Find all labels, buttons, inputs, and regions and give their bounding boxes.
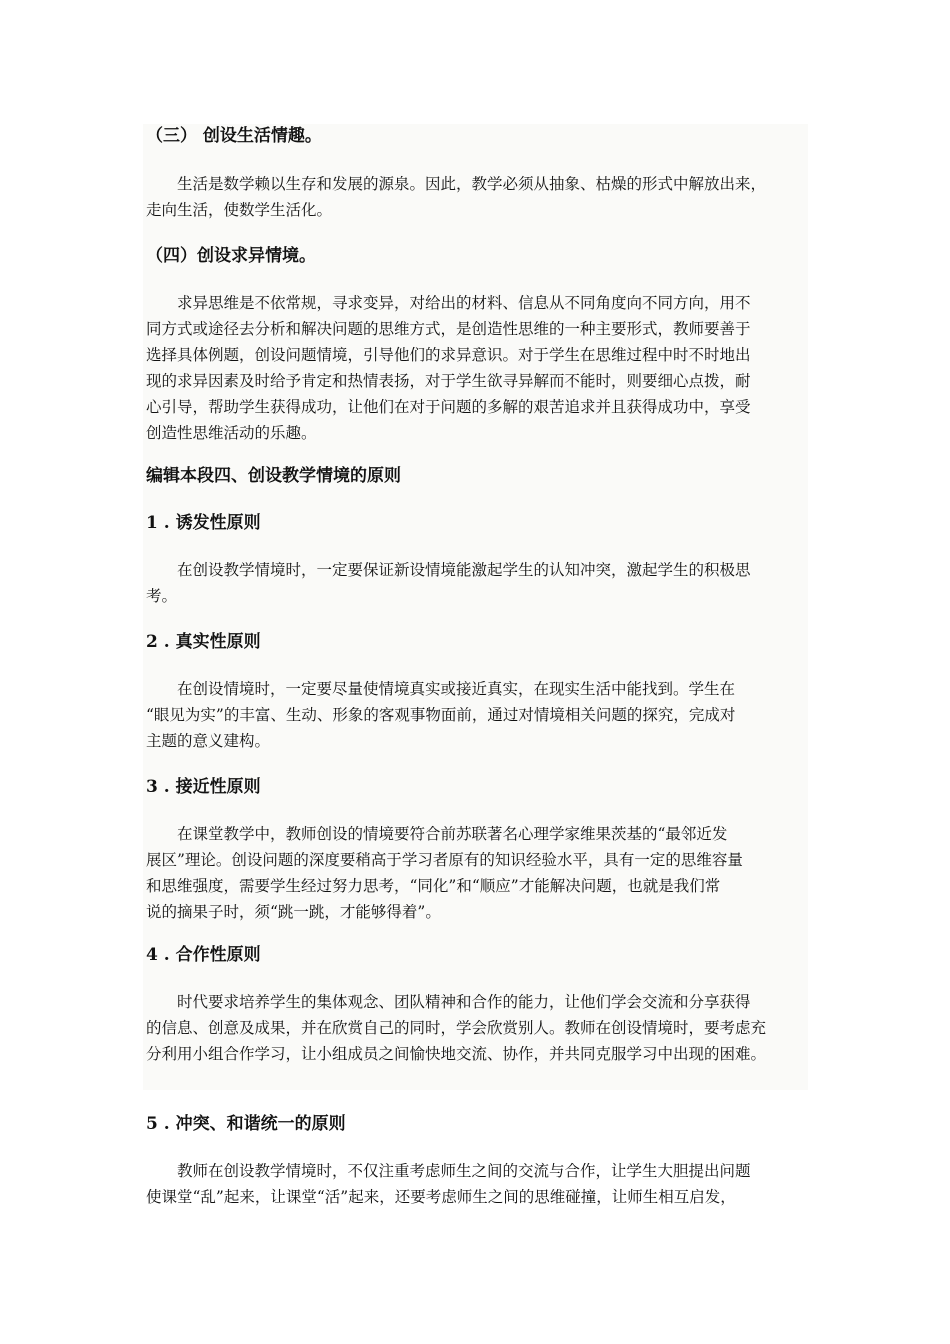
text-line: 求异思维是不依常规，寻求变异，对给出的材料、信息从不同角度向不同方向，用不 [146, 294, 751, 312]
heading-principle-authenticity: 2 . 真实性原则 [146, 632, 261, 652]
text-line: 使课堂“乱”起来，让课堂“活”起来，还要考虑师生之间的思维碰撞，让师生相互启发， [146, 1188, 736, 1206]
text-line: 在课堂教学中，教师创设的情境要符合前苏联著名心理学家维果茨基的“最邻近发 [146, 825, 728, 843]
text-line: 教师在创设教学情境时，不仅注重考虑师生之间的交流与合作，让学生大胆提出问题 [146, 1162, 751, 1180]
heading-principle-conflict-harmony: 5 . 冲突、和谐统一的原则 [146, 1114, 346, 1134]
paragraph-life-interest [146, 171, 808, 223]
paragraph-proximity [146, 821, 808, 925]
heading-principles-section: 编辑本段四、创设教学情境的原则 [146, 466, 401, 486]
paragraph-cooperation [146, 989, 808, 1067]
text-line: 分利用小组合作学习，让小组成员之间愉快地交流、协作，并共同克服学习中出现的困难。 [146, 1045, 767, 1063]
text-line: “眼见为实”的丰富、生动、形象的客观事物面前，通过对情境相关问题的探究，完成对 [146, 706, 736, 724]
text-line: 说的摘果子时，须“跳一跳，才能够得着”。 [146, 903, 441, 921]
text-line: 现的求异因素及时给予肯定和热情表扬，对于学生欲寻异解而不能时，则要细心点拨，耐 [146, 372, 751, 390]
heading-principle-cooperation: 4 . 合作性原则 [146, 945, 261, 965]
text-line: 创造性思维活动的乐趣。 [146, 424, 317, 442]
text-line: 在创设情境时，一定要尽量使情境真实或接近真实，在现实生活中能找到。学生在 [146, 680, 736, 698]
paragraph-divergent-thinking [146, 290, 808, 446]
heading-create-life-interest: （三） 创设生活情趣。 [146, 126, 322, 146]
text-line: 主题的意义建构。 [146, 732, 271, 750]
paragraph-conflict-harmony [146, 1158, 808, 1210]
heading-principle-inducement: 1 . 诱发性原则 [146, 513, 261, 533]
text-line: 和思维强度，需要学生经过努力思考，“同化”和“顺应”才能解决问题，也就是我们常 [146, 877, 721, 895]
text-line: 展区”理论。创设问题的深度要稍高于学习者原有的知识经验水平，具有一定的思维容量 [146, 851, 743, 869]
text-line: 走向生活，使数学生活化。 [146, 201, 333, 219]
text-line: 在创设教学情境时，一定要保证新设情境能激起学生的认知冲突，激起学生的积极思 [146, 561, 751, 579]
text-line: 的信息、创意及成果，并在欣赏自己的同时，学会欣赏别人。教师在创设情境时，要考虑充 [146, 1019, 767, 1037]
paragraph-authenticity [146, 676, 808, 754]
heading-create-divergent-situation: （四）创设求异情境。 [146, 246, 316, 266]
text-line: 时代要求培养学生的集体观念、团队精神和合作的能力，让他们学会交流和分享获得 [146, 993, 751, 1011]
heading-principle-proximity: 3 . 接近性原则 [146, 777, 261, 797]
text-line: 心引导，帮助学生获得成功，让他们在对于问题的多解的艰苦追求并且获得成功中，享受 [146, 398, 751, 416]
text-line: 同方式或途径去分析和解决问题的思维方式，是创造性思维的一种主要形式，教师要善于 [146, 320, 751, 338]
text-line: 考。 [146, 587, 178, 605]
text-line: 选择具体例题，创设问题情境，引导他们的求异意识。对于学生在思维过程中时不时地出 [146, 346, 751, 364]
text-line: 生活是数学赖以生存和发展的源泉。因此，教学必须从抽象、枯燥的形式中解放出来， [146, 175, 767, 193]
paragraph-inducement [146, 557, 808, 609]
